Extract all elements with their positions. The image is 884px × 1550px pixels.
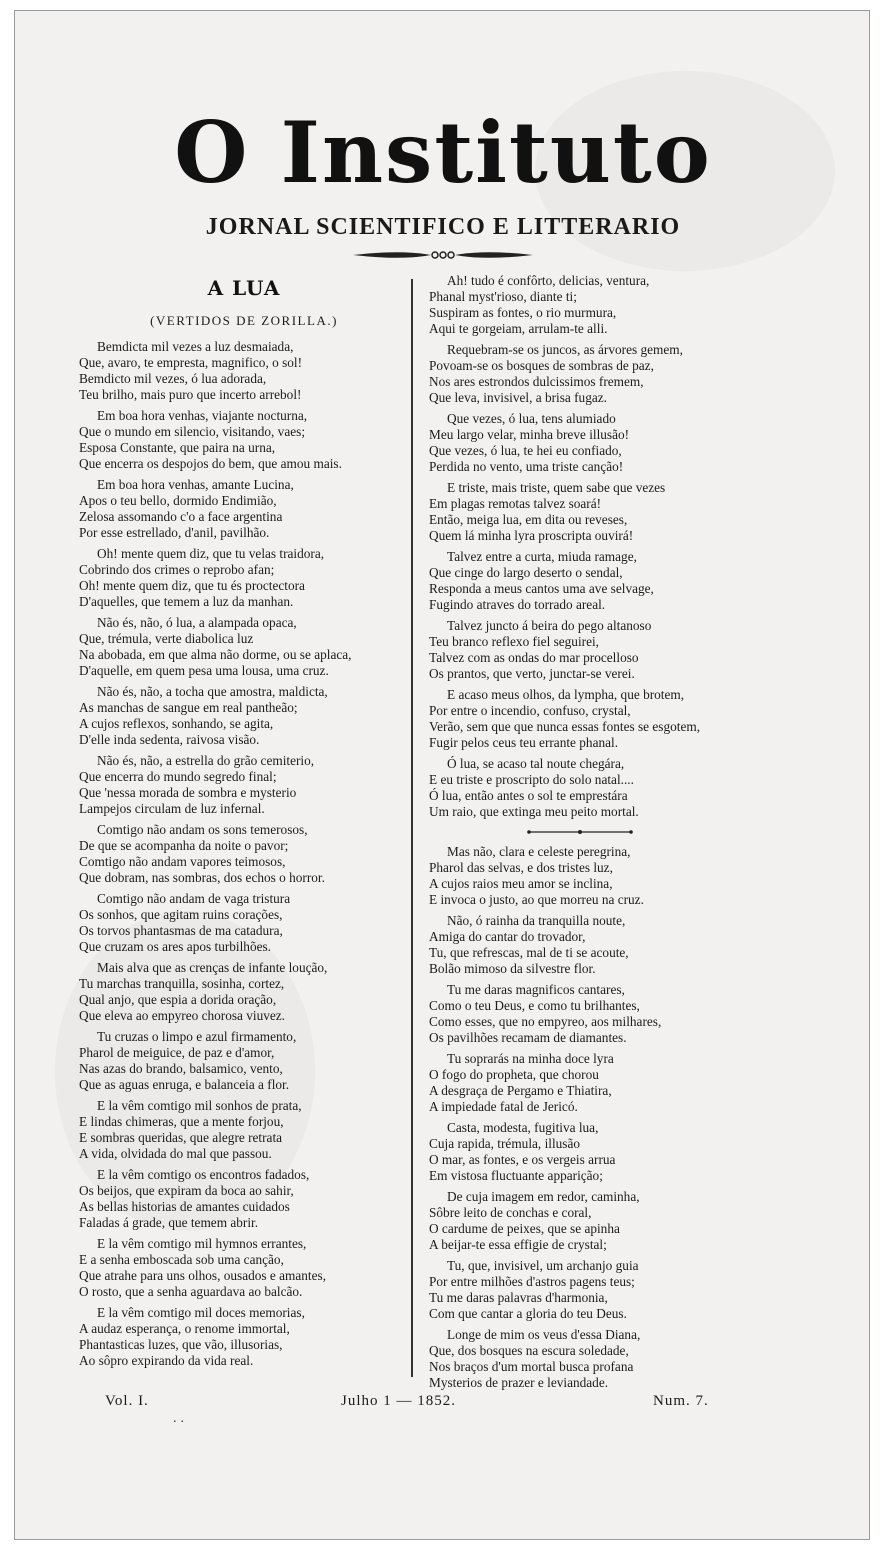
footer-dots: .. bbox=[173, 1411, 188, 1426]
verse-line: O cardume de peixes, que se apinha bbox=[429, 1221, 620, 1236]
stanza bbox=[79, 1305, 409, 1369]
stanza bbox=[429, 1327, 749, 1391]
footer-volume: Vol. I. bbox=[105, 1393, 149, 1409]
ornament-divider bbox=[351, 247, 535, 263]
verse-line: Tu soprarás na minha doce lyra bbox=[447, 1051, 614, 1066]
verse-line: Teu brilho, mais puro que incerto arrebol! bbox=[79, 387, 302, 402]
verse-line: Que, trémula, verte diabolica luz bbox=[79, 631, 254, 646]
verse-line: Na abobada, em que alma não dorme, ou se aplaca, bbox=[79, 647, 352, 662]
verse-line: Aqui te gorgeiam, arrulam-te alli. bbox=[429, 321, 608, 336]
verse-line: Povoam-se os bosques de sombras de paz, bbox=[429, 358, 654, 373]
verse-line: Que encerra do mundo segredo final; bbox=[79, 769, 277, 784]
verse-line: Amiga do cantar do trovador, bbox=[429, 929, 586, 944]
verse-line: D'aquelle, em quem pesa uma lousa, uma cruz. bbox=[79, 663, 329, 678]
verse-line: Bemdicto mil vezes, ó lua adorada, bbox=[79, 371, 267, 386]
verse-line: Em boa hora venhas, viajante nocturna, bbox=[97, 408, 308, 423]
verse-line: D'aquelles, que temem a luz da manhan. bbox=[79, 594, 294, 609]
verse-line: Sôbre leito de conchas e coral, bbox=[429, 1205, 592, 1220]
stanza bbox=[79, 753, 409, 817]
stanza bbox=[79, 546, 409, 610]
stanza bbox=[79, 960, 409, 1024]
verse-line: Mysterios de prazer e leviandade. bbox=[429, 1375, 609, 1390]
right-column bbox=[429, 273, 749, 1391]
verse-line: Tu cruzas o limpo e azul firmamento, bbox=[97, 1029, 297, 1044]
stanza bbox=[429, 342, 749, 406]
footer-date: Julho 1 — 1852. bbox=[341, 1393, 457, 1409]
verse-line: Que leva, invisivel, a brisa fugaz. bbox=[429, 390, 607, 405]
divider-ornament bbox=[525, 828, 635, 836]
stanza bbox=[79, 1029, 409, 1093]
verse-line: Não, ó rainha da tranquilla noute, bbox=[447, 913, 626, 928]
verse-line: Tu me daras magnificos cantares, bbox=[447, 982, 625, 997]
stanza bbox=[429, 618, 749, 682]
masthead-subtitle: JORNAL SCIENTIFICO E LITTERARIO bbox=[205, 214, 681, 240]
stanza bbox=[429, 756, 749, 820]
stanza bbox=[429, 1189, 749, 1253]
stanza bbox=[429, 480, 749, 544]
verse-line: Bolão mimoso da silvestre flor. bbox=[429, 961, 596, 976]
verse-line: E la vêm comtigo mil sonhos de prata, bbox=[97, 1098, 302, 1113]
verse-line: Que encerra os despojos do bem, que amou mais. bbox=[79, 456, 342, 471]
stanza bbox=[429, 982, 749, 1046]
verse-line: Que cruzam os ares apos turbilhões. bbox=[79, 939, 272, 954]
verse-line: Um raio, que extinga meu peito mortal. bbox=[429, 804, 639, 819]
column-rule bbox=[411, 279, 413, 1377]
verse-line: Phantasticas luzes, que vão, illusorias, bbox=[79, 1337, 283, 1352]
verse-line: Faladas á grade, que temem abrir. bbox=[79, 1215, 259, 1230]
verse-line: Nos ares estrondos dulcissimos fremem, bbox=[429, 374, 644, 389]
verse-line: E invoca o justo, ao que morreu na cruz. bbox=[429, 892, 644, 907]
verse-line: Responda a meus cantos uma ave selvage, bbox=[429, 581, 654, 596]
newspaper-page bbox=[14, 10, 870, 1540]
verse-line: Como esses, que no empyreo, aos milhares, bbox=[429, 1014, 662, 1029]
verse-line: A desgraça de Pergamo e Thiatira, bbox=[429, 1083, 612, 1098]
verse-line: Requebram-se os juncos, as árvores gemem, bbox=[447, 342, 683, 357]
verse-line: Meu largo velar, minha breve illusão! bbox=[429, 427, 630, 442]
verse-line: Fugir pelos ceus teu errante phanal. bbox=[429, 735, 619, 750]
section-divider bbox=[429, 820, 749, 844]
verse-line: Pharol das selvas, e dos tristes luz, bbox=[429, 860, 613, 875]
verse-line: D'elle inda sedenta, raivosa visão. bbox=[79, 732, 260, 747]
verse-line: De cuja imagem em redor, caminha, bbox=[447, 1189, 640, 1204]
stanza bbox=[429, 1051, 749, 1115]
verse-line: Tu, que refrescas, mal de ti se acoute, bbox=[429, 945, 629, 960]
verse-line: Ó lua, se acaso tal noute chegára, bbox=[447, 756, 625, 771]
verse-line: Ah! tudo é confôrto, delicias, ventura, bbox=[447, 273, 650, 288]
stanza bbox=[429, 687, 749, 751]
verse-line: Teu branco reflexo fiel seguirei, bbox=[429, 634, 600, 649]
verse-line: Mais alva que as crenças de infante loução, bbox=[97, 960, 328, 975]
verse-line: Que as aguas enruga, e balanceia a flor. bbox=[79, 1077, 290, 1092]
verse-line: Os torvos phantasmas de ma catadura, bbox=[79, 923, 283, 938]
verse-line: Comtigo não andam vapores teimosos, bbox=[79, 854, 286, 869]
verse-line: Que 'nessa morada de sombra e mysterio bbox=[79, 785, 297, 800]
stanza bbox=[79, 339, 409, 403]
verse-line: Que, avaro, te empresta, magnifico, o sol! bbox=[79, 355, 303, 370]
verse-line: A cujos raios meu amor se inclina, bbox=[429, 876, 613, 891]
verse-line: Apos o teu bello, dormido Endimião, bbox=[79, 493, 277, 508]
verse-line: Pharol de meiguice, de paz e d'amor, bbox=[79, 1045, 275, 1060]
verse-line: Por esse estrellado, d'anil, pavilhão. bbox=[79, 525, 270, 540]
verse-line: A impiedade fatal de Jericó. bbox=[429, 1099, 578, 1114]
stanza bbox=[429, 273, 749, 337]
verse-line: Suspiram as fontes, o rio murmura, bbox=[429, 305, 617, 320]
verse-line: Zelosa assomando c'o a face argentina bbox=[79, 509, 283, 524]
verse-line: Os beijos, que expiram da boca ao sahir, bbox=[79, 1183, 294, 1198]
verse-line: Comtigo não andam de vaga tristura bbox=[97, 891, 291, 906]
verse-line: O mar, as fontes, e os vergeis arrua bbox=[429, 1152, 616, 1167]
verse-line: Os pavilhões recamam de diamantes. bbox=[429, 1030, 627, 1045]
verse-line: Tu, que, invisivel, um archanjo guia bbox=[447, 1258, 639, 1273]
verse-line: Não és, não, a estrella do grão cemiterio, bbox=[97, 753, 315, 768]
verse-line: Phanal myst'rioso, diante ti; bbox=[429, 289, 577, 304]
stanza bbox=[79, 1167, 409, 1231]
verse-line: E lindas chimeras, que a mente forjou, bbox=[79, 1114, 284, 1129]
stanza bbox=[79, 891, 409, 955]
verse-line: Casta, modesta, fugitiva lua, bbox=[447, 1120, 599, 1135]
verse-line: E eu triste e proscripto do solo natal.... bbox=[429, 772, 634, 787]
verse-line: As bellas historias de amantes cuidados bbox=[79, 1199, 290, 1214]
verse-line: Em vistosa fluctuante apparição; bbox=[429, 1168, 603, 1183]
poem-subtitle: (VERTIDOS DE ZORILLA.) bbox=[150, 313, 338, 328]
verse-line: Em plagas remotas talvez soará! bbox=[429, 496, 602, 511]
verse-line: O fogo do propheta, que chorou bbox=[429, 1067, 599, 1082]
verse-line: Por entre milhões d'astros pagens teus; bbox=[429, 1274, 635, 1289]
stanza bbox=[79, 615, 409, 679]
stanza bbox=[429, 411, 749, 475]
verse-line: A audaz esperança, o renome immortal, bbox=[79, 1321, 290, 1336]
verse-line: Em boa hora venhas, amante Lucina, bbox=[97, 477, 294, 492]
verse-line: Que eleva ao empyreo chorosa viuvez. bbox=[79, 1008, 286, 1023]
verse-line: A beijar-te essa effigie de crystal; bbox=[429, 1237, 607, 1252]
verse-line: Fugindo atraves do torrado areal. bbox=[429, 597, 606, 612]
stanza bbox=[429, 549, 749, 613]
verse-line: Por entre o incendio, confuso, crystal, bbox=[429, 703, 631, 718]
verse-line: Que vezes, ó lua, tens alumiado bbox=[447, 411, 616, 426]
verse-line: Que cinge do largo deserto o sendal, bbox=[429, 565, 623, 580]
stanza bbox=[429, 913, 749, 977]
stanza bbox=[79, 1236, 409, 1300]
verse-line: Cuja rapida, trémula, illusão bbox=[429, 1136, 581, 1151]
stanza bbox=[429, 1120, 749, 1184]
verse-line: Bemdicta mil vezes a luz desmaiada, bbox=[97, 339, 294, 354]
verse-line: Oh! mente quem diz, que tu velas traidora, bbox=[97, 546, 325, 561]
verse-line: E la vêm comtigo mil hymnos errantes, bbox=[97, 1236, 307, 1251]
verse-line: Então, meiga lua, em dita ou reveses, bbox=[429, 512, 628, 527]
verse-line: Que, dos bosques na escura soledade, bbox=[429, 1343, 629, 1358]
verse-line: Quem lá minha lyra proscripta ouvirá! bbox=[429, 528, 634, 543]
verse-line: Perdida no vento, uma triste canção! bbox=[429, 459, 624, 474]
verse-line: E triste, mais triste, quem sabe que vezes bbox=[447, 480, 666, 495]
verse-line: As manchas de sangue em real pantheão; bbox=[79, 700, 298, 715]
verse-line: Tu marchas tranquilla, sosinha, cortez, bbox=[79, 976, 285, 991]
verse-line: Que vezes, ó lua, te hei eu confiado, bbox=[429, 443, 622, 458]
verse-line: Longe de mim os veus d'essa Diana, bbox=[447, 1327, 641, 1342]
left-column bbox=[79, 273, 409, 1369]
verse-line: Oh! mente quem diz, que tu és proctectora bbox=[79, 578, 305, 593]
stanza bbox=[429, 844, 749, 908]
stanza bbox=[79, 1098, 409, 1162]
verse-line: Os prantos, que verto, junctar-se verei. bbox=[429, 666, 635, 681]
verse-line: Ao sôpro expirando da vida real. bbox=[79, 1353, 254, 1368]
verse-line: E a senha emboscada sob uma canção, bbox=[79, 1252, 284, 1267]
verse-line: O rosto, que a senha aguardava ao balcão. bbox=[79, 1284, 303, 1299]
verse-line: E la vêm comtigo mil doces memorias, bbox=[97, 1305, 305, 1320]
verse-line: Tu me daras palavras d'harmonia, bbox=[429, 1290, 608, 1305]
verse-line: Esposa Constante, que paira na urna, bbox=[79, 440, 276, 455]
stanza bbox=[79, 408, 409, 472]
verse-line: Com que cantar a gloria do teu Deus. bbox=[429, 1306, 627, 1321]
verse-line: De que se acompanha da noite o pavor; bbox=[79, 838, 289, 853]
verse-line: Não és, não, ó lua, a alampada opaca, bbox=[97, 615, 297, 630]
verse-line: A cujos reflexos, sonhando, se agita, bbox=[79, 716, 274, 731]
verse-line: Mas não, clara e celeste peregrina, bbox=[447, 844, 631, 859]
verse-line: Talvez entre a curta, miuda ramage, bbox=[447, 549, 637, 564]
left-stanzas bbox=[79, 339, 409, 1369]
right-stanzas-upper bbox=[429, 273, 749, 820]
verse-line: Nas azas do brando, balsamico, vento, bbox=[79, 1061, 283, 1076]
verse-line: Talvez juncto á beira do pego altanoso bbox=[447, 618, 652, 633]
verse-line: Talvez com as ondas do mar procelloso bbox=[429, 650, 639, 665]
stanza bbox=[429, 1258, 749, 1322]
verse-line: E sombras queridas, que alegre retrata bbox=[79, 1130, 283, 1145]
footer-number: Num. 7. bbox=[653, 1393, 709, 1409]
verse-line: Comtigo não andam os sons temerosos, bbox=[97, 822, 308, 837]
stanza bbox=[79, 822, 409, 886]
verse-line: Verão, sem que que nunca essas fontes se esgotem, bbox=[429, 719, 701, 734]
verse-line: Os sonhos, que agitam ruins corações, bbox=[79, 907, 283, 922]
verse-line: Cobrindo dos crimes o reprobo afan; bbox=[79, 562, 275, 577]
verse-line: A vida, olvidada do mal que passou. bbox=[79, 1146, 272, 1161]
verse-line: Lampejos circulam de luz infernal. bbox=[79, 801, 265, 816]
right-stanzas-lower bbox=[429, 844, 749, 1391]
verse-line: Qual anjo, que espia a dorida oração, bbox=[79, 992, 277, 1007]
verse-line: E acaso meus olhos, da lympha, que brotem, bbox=[447, 687, 685, 702]
stanza bbox=[79, 684, 409, 748]
masthead-title: O Instituto bbox=[174, 103, 712, 202]
verse-line: Que o mundo em silencio, visitando, vaes; bbox=[79, 424, 306, 439]
verse-line: E la vêm comtigo os encontros fadados, bbox=[97, 1167, 310, 1182]
verse-line: Como o teu Deus, e como tu brilhantes, bbox=[429, 998, 640, 1013]
verse-line: Ó lua, então antes o sol te emprestára bbox=[429, 788, 628, 803]
verse-line: Não és, não, a tocha que amostra, maldicta, bbox=[97, 684, 328, 699]
verse-line: Nos braços d'um mortal busca profana bbox=[429, 1359, 634, 1374]
verse-line: Que atrahe para uns olhos, ousados e amantes, bbox=[79, 1268, 327, 1283]
poem-title: A LUA bbox=[207, 276, 281, 300]
stanza bbox=[79, 477, 409, 541]
verse-line: Que dobram, nas sombras, dos echos o horror. bbox=[79, 870, 325, 885]
